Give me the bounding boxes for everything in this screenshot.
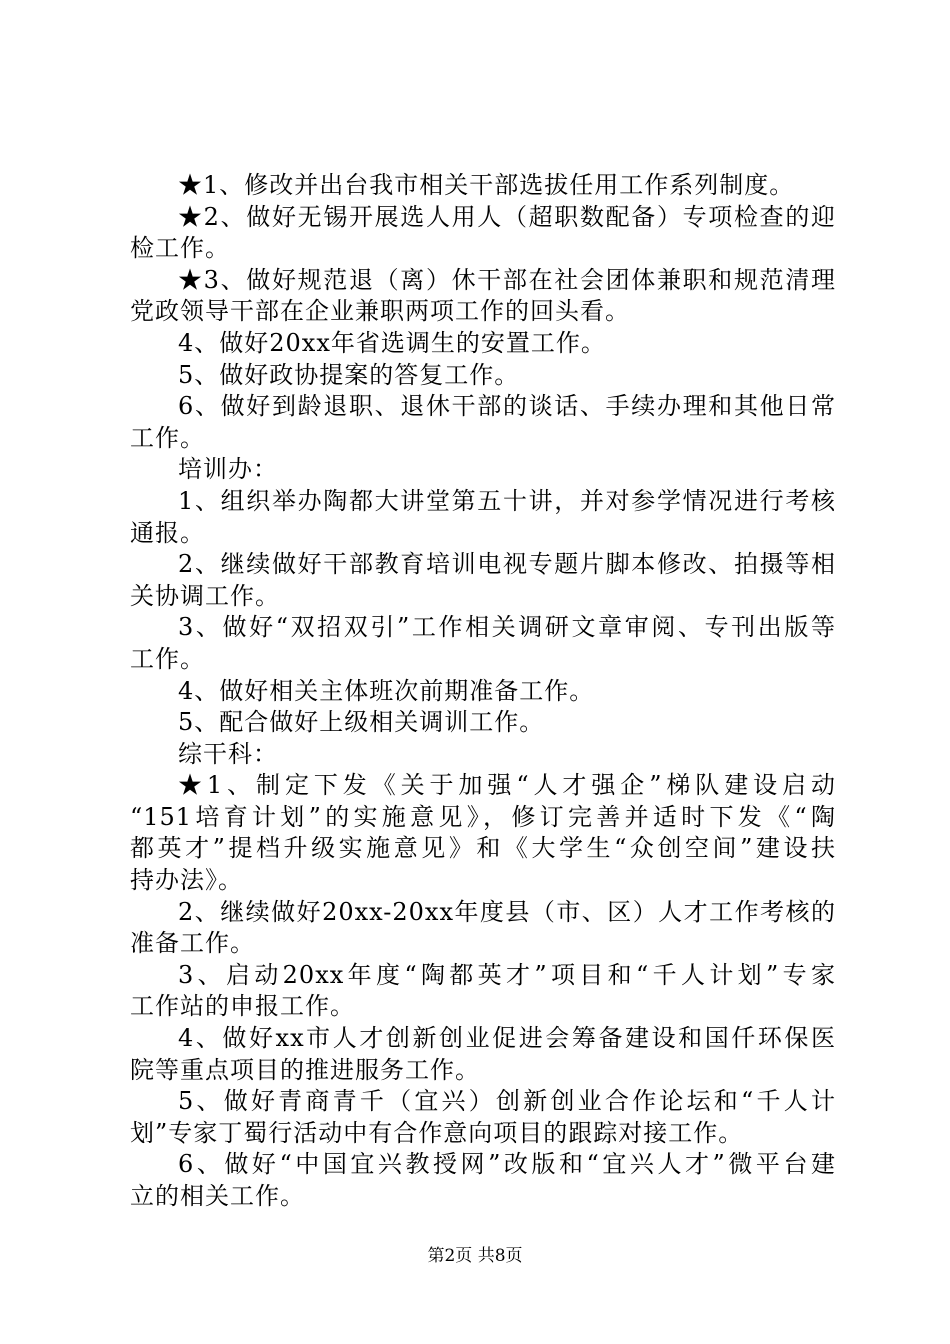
text-line: 6、做好到龄退职、退休干部的谈话、手续办理和其他日常 [178,392,836,421]
text-line: 都英才”提档升级实施意见》和《大学生“众创空间”建设扶 [130,834,836,863]
text-line: 持办法》。 [130,866,243,895]
text-line: 2、继续做好干部教育培训电视专题片脚本修改、拍摄等相 [178,550,836,579]
text-line: 准备工作。 [130,929,255,958]
text-line: “151培育计划”的实施意见》，修订完善并适时下发《“陶 [130,802,836,831]
text-line: 5、配合做好上级相关调训工作。 [178,708,545,737]
page-number: 第2页 共8页 [427,1246,523,1266]
text-line: 工作。 [130,644,205,673]
section-heading: 培训办： [178,455,278,484]
text-line: ★2、做好无锡开展选人用人（超职数配备）专项检查的迎 [178,202,836,231]
text-line: 检工作。 [130,234,230,263]
text-line: 4、做好相关主体班次前期准备工作。 [178,676,595,705]
text-line: 1、组织举办陶都大讲堂第五十讲，并对参学情况进行考核 [178,486,836,515]
text-line: 党政领导干部在企业兼职两项工作的回头看。 [130,297,630,326]
text-line: 3、做好“双招双引”工作相关调研文章审阅、专刊出版等 [178,613,836,642]
text-line: ★1、修改并出台我市相关干部选拔任用工作系列制度。 [178,171,795,199]
text-line: 工作站的申报工作。 [130,992,355,1021]
text-line: 立的相关工作。 [130,1182,305,1210]
section-heading: 综干科： [178,739,278,768]
text-line: ★1、制定下发《关于加强“人才强企”梯队建设启动 [178,771,836,800]
text-line: 5、做好政协提案的答复工作。 [178,360,520,389]
text-line: 划”专家丁蜀行活动中有合作意向项目的跟踪对接工作。 [130,1118,744,1147]
text-line: 工作。 [130,423,205,452]
text-line: 4、做好20xx年省选调生的安置工作。 [178,328,606,357]
text-line: 3、启动20xx年度“陶都英才”项目和“千人计划”专家 [178,960,836,989]
text-line: 4、做好xx市人才创新创业促进会筹备建设和国仟环保医 [178,1024,836,1053]
page-footer [0,1245,950,1267]
text-line: 5、做好青商青千（宜兴）创新创业合作论坛和“千人计 [178,1087,836,1116]
text-line: 通报。 [130,518,205,547]
text-line: 2、继续做好20xx-20xx年度县（市、区）人才工作考核的 [178,897,836,926]
text-line: 院等重点项目的推进服务工作。 [130,1055,480,1084]
text-line: 6、做好“中国宜兴教授网”改版和“宜兴人才”微平台建 [178,1150,836,1179]
document-body [130,170,836,1213]
text-line: ★3、做好规范退（离）休干部在社会团体兼职和规范清理 [178,265,836,294]
text-line: 关协调工作。 [130,581,280,610]
